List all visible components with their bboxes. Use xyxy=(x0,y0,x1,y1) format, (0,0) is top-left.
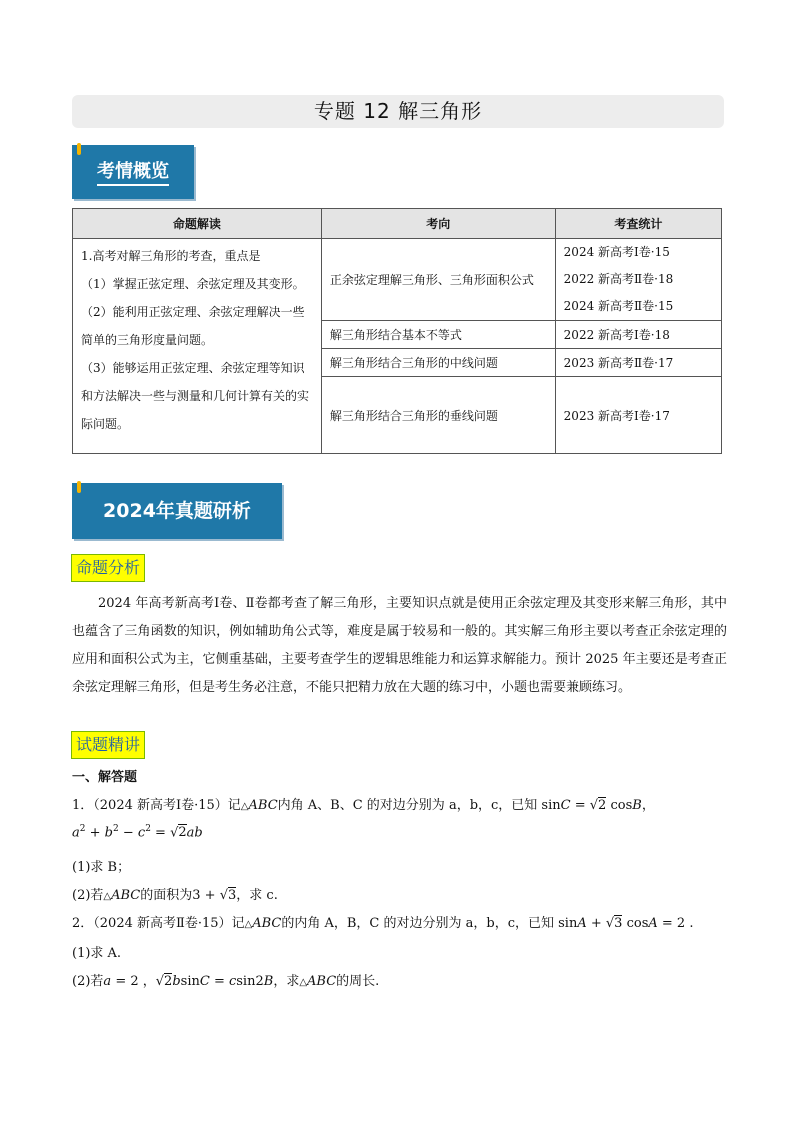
analysis-tag: 命题分析 xyxy=(71,554,145,582)
interpretation-line: （1）掌握正弦定理、余弦定理及其变形。 xyxy=(81,277,305,291)
q1-line-1: 1．（2024 新高考Ⅰ卷·15）记△ABC内角 A、B、C 的对边分别为 a，b，c，已知 sinC = √2 cosB， xyxy=(72,798,655,813)
overview-table xyxy=(72,208,722,454)
table-header: 考查统计 xyxy=(555,209,721,239)
interpretation-line: （3）能够运用正弦定理、余弦定理等知识和方法解决一些与测量和几何计算有关的实际问题。 xyxy=(81,361,310,431)
stat-entry: 2022 新高考Ⅱ卷·18 xyxy=(563,272,674,286)
analysis-text: 2024 年高考新高考Ⅰ卷、Ⅱ卷都考查了解三角形，主要知识点就是使用正余弦定理及其变形来解三角形，其中也蕴含了三角函数的知识，例如辅助角公式等，难度是属于较易和一般的。其实解三角形主要以考查正余弦定理的应用和面积公式为主，它侧重基础，主要考查学生的逻辑思维能力和运算求解能力。预计 2025 年主要还是考查正余弦定理解三角形，但是考生务必注意，不能只把精力放在大题的练习中，小题也需要兼顾练习。 xyxy=(72,596,727,695)
interpretation-line: 1.高考对解三角形的考查，重点是 xyxy=(81,249,261,263)
q2-intro: 2．（2024 新高考Ⅱ卷·15）记 xyxy=(72,916,245,931)
interpretation-line: （2）能利用正弦定理、余弦定理解决一些简单的三角形度量问题。 xyxy=(81,305,305,347)
table-header: 考向 xyxy=(321,209,555,239)
q1-part1: (1)求 B； xyxy=(72,860,131,875)
stat-entry: 2024 新高考Ⅰ卷·15 xyxy=(563,245,670,259)
analysis-badge-label: 2024年真题研析 xyxy=(103,500,251,522)
page-title: 专题 12 解三角形 xyxy=(72,95,724,128)
stat-entry: 2024 新高考Ⅱ卷·15 xyxy=(563,299,674,313)
interpretation-cell xyxy=(73,239,322,454)
table-header-row xyxy=(73,209,722,239)
q1-part2-b: 的面积为 xyxy=(140,888,193,903)
table-row xyxy=(73,239,722,321)
topic-cell: 解三角形结合基本不等式 xyxy=(321,321,555,349)
q2-part2-a: (2)若 xyxy=(72,974,104,989)
q2-part2: (2)若a = 2 ，√2bsinC = csin2B，求△ABC的周长. xyxy=(72,974,380,989)
q1-intro: 1．（2024 新高考Ⅰ卷·15）记 xyxy=(72,798,241,813)
stats-cell xyxy=(555,239,721,321)
topic-cell: 解三角形结合三角形的垂线问题 xyxy=(321,377,555,454)
q1-part2-c: ，求 c. xyxy=(236,888,278,903)
q1-part2-a: (2)若 xyxy=(72,888,104,903)
q1-condition: $a^2 + b^2 - c^2 = √2ab$ xyxy=(72,824,203,841)
q2-part2-c: 的周长. xyxy=(336,974,380,989)
analysis-paragraph xyxy=(72,590,727,702)
analysis-badge xyxy=(72,483,282,539)
overview-badge xyxy=(72,145,194,199)
q1-mid: 内角 A、B、C 的对边分别为 a，b，c，已知 xyxy=(277,798,538,813)
badge-accent xyxy=(77,143,81,155)
topic-cell: 正余弦定理解三角形、三角形面积公式 xyxy=(321,239,555,321)
practice-tag: 试题精讲 xyxy=(71,731,145,759)
q2-part1: (1)求 A. xyxy=(72,946,122,961)
table-header: 命题解读 xyxy=(73,209,322,239)
overview-badge-label: 考情概览 xyxy=(97,161,169,186)
q2-line-1: 2．（2024 新高考Ⅱ卷·15）记△ABC的内角 A，B，C 的对边分别为 a，b，c，已知 sinA + √3 cosA = 2 . xyxy=(72,916,694,931)
q2-part2-b: ，求 xyxy=(273,974,300,989)
q2-mid: 的内角 A，B，C 的对边分别为 a，b，c，已知 xyxy=(281,916,554,931)
badge-accent xyxy=(77,481,81,493)
stats-cell: 2023 新高考Ⅰ卷·17 xyxy=(555,377,721,454)
stats-cell: 2023 新高考Ⅱ卷·17 xyxy=(555,349,721,377)
section-heading: 一、解答题 xyxy=(72,770,138,785)
q1-part2: (2)若△ABC的面积为3 + √3，求 c. xyxy=(72,888,278,903)
stats-cell: 2022 新高考Ⅰ卷·18 xyxy=(555,321,721,349)
topic-cell: 解三角形结合三角形的中线问题 xyxy=(321,349,555,377)
